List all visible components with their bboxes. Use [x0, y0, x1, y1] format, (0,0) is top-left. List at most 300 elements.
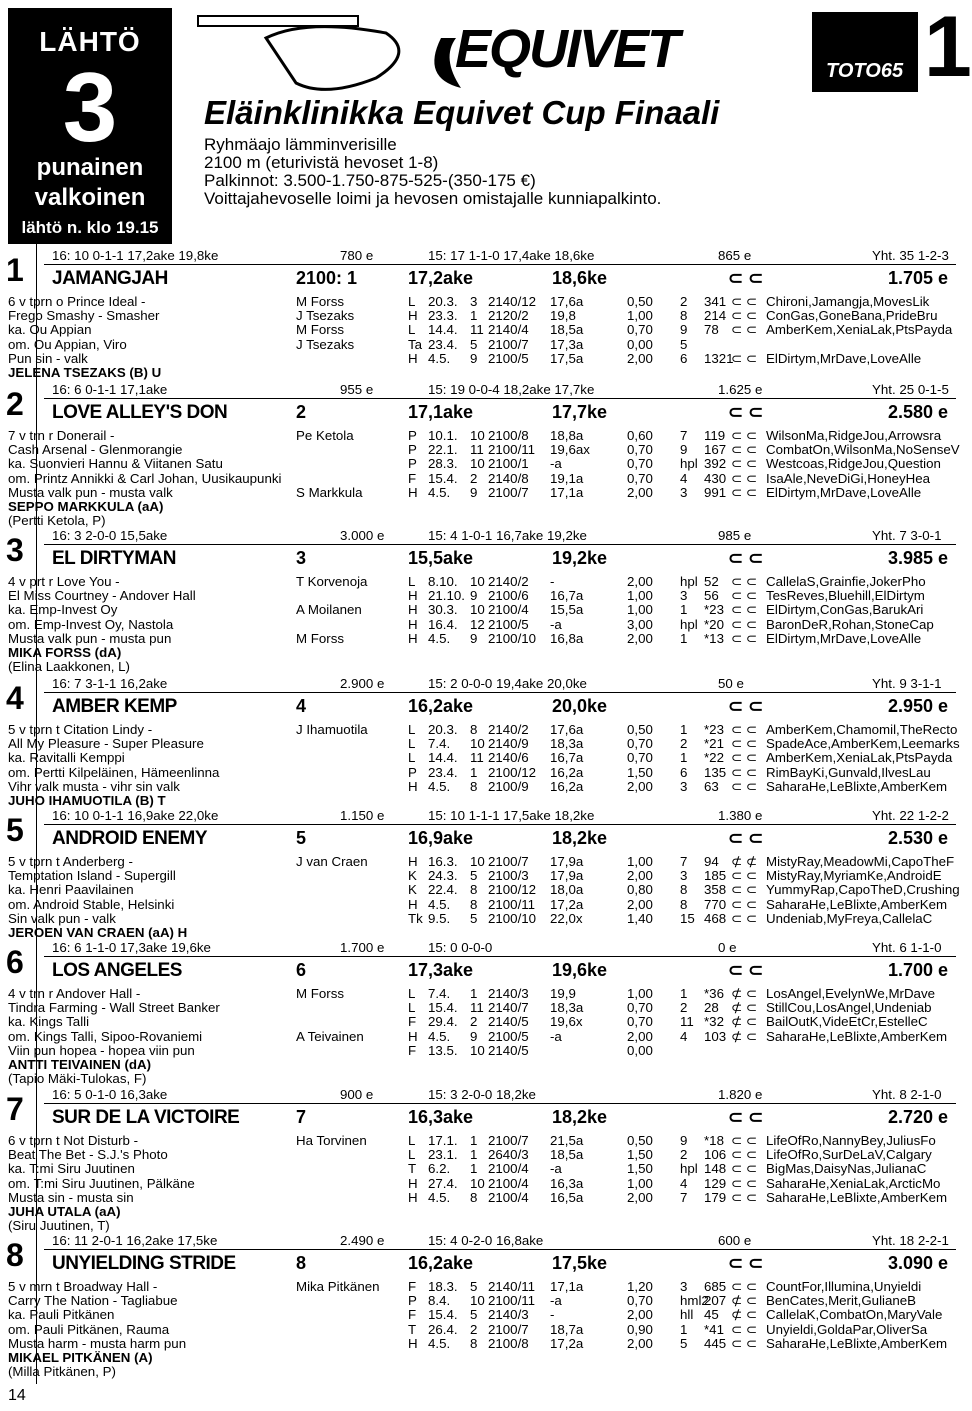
start-cell: 207	[704, 1293, 727, 1309]
earnings-2016: 2.490 e	[340, 1233, 385, 1248]
total-record: Yht. 18 2-2-1	[872, 1233, 949, 1248]
start-cell: 11	[470, 1000, 484, 1016]
start-cell: 2640/3	[488, 1147, 529, 1163]
start-cell: 2140/5	[488, 1014, 529, 1030]
driver-name: J Tsezaks	[296, 336, 355, 352]
start-cell: -a	[550, 1293, 562, 1309]
distance-track: 7	[296, 1107, 307, 1127]
earnings-2015: 50 e	[718, 676, 744, 691]
horse-info-line: om. Kings Talli, Sipoo-Rovaniemi	[8, 1028, 203, 1044]
start-cell: 0,50	[627, 294, 653, 309]
start-cell: F	[408, 1042, 417, 1058]
start-cell: 1,00	[627, 1175, 653, 1191]
start-cell: 2100/5	[488, 350, 529, 366]
start-cell: ⊂ ⊂	[731, 442, 757, 458]
start-number: 7	[6, 1091, 24, 1127]
earnings-2015: 1.380 e	[718, 808, 763, 823]
start-cell: StillCou,LosAngel,Undeniab	[766, 1000, 932, 1016]
stats-2015: 15: 4 0-2-0 16,8ake	[428, 1233, 544, 1248]
start-cell: 29.4.	[428, 1014, 458, 1030]
start-cell: 7	[680, 854, 688, 869]
start-cell: 2100/9	[488, 778, 529, 794]
start-cell: MistyRay,MyriamKe,AndroidE	[766, 868, 942, 884]
start-cell: ⊂ ⊂	[731, 1133, 757, 1148]
start-cell: SaharaHe,XeniaLak,ArcticMo	[766, 1175, 941, 1191]
driver-name: Mika Pitkänen	[296, 1279, 380, 1294]
start-cell: 18,5a	[550, 1147, 584, 1163]
start-cell: 3	[680, 1279, 688, 1294]
driver-name: Pe Ketola	[296, 428, 354, 443]
start-cell: ⊄ ⊂	[731, 1293, 757, 1309]
start-cell: 63	[704, 778, 719, 794]
start-cell: Westcoas,RidgeJou,Question	[766, 456, 941, 472]
start-cell: F	[408, 1307, 417, 1323]
shoe-icon: ⊂ ⊂	[728, 548, 764, 568]
start-cell: 8.4.	[428, 1293, 451, 1309]
start-cell: ⊂ ⊂	[731, 470, 757, 486]
start-cell: H	[408, 854, 418, 869]
start-cell: 2	[470, 470, 478, 486]
record-auto: 17,1ake	[408, 402, 474, 422]
stats-2015: 15: 2 0-0-0 19,4ake 20,0ke	[428, 676, 587, 691]
start-cell: 8	[470, 1189, 478, 1205]
record-volt: 17,5ke	[552, 1253, 608, 1273]
start-cell: 4	[680, 1175, 688, 1191]
divider	[44, 1103, 956, 1104]
earnings-2015: 1.625 e	[718, 382, 763, 397]
start-cell: 1,40	[627, 910, 653, 926]
start-cell: ⊂ ⊂	[731, 1147, 757, 1163]
total-record: Yht. 8 2-1-0	[872, 1087, 942, 1102]
start-cell: 685	[704, 1279, 727, 1294]
start-cell: 3	[680, 868, 688, 884]
start-cell: H	[408, 308, 418, 324]
start-number: 6	[6, 944, 24, 980]
start-cell: 1,00	[627, 986, 653, 1001]
start-cell: -	[550, 1307, 555, 1323]
start-cell: RimBayKi,Gunvald,IlvesLau	[766, 764, 931, 780]
start-cell: 18,3a	[550, 736, 584, 752]
start-cell: 10	[470, 456, 485, 472]
start-cell: 214	[704, 308, 727, 324]
start-cell: 3	[470, 294, 478, 309]
total-record: Yht. 6 1-1-0	[872, 940, 942, 955]
start-cell: 8	[680, 882, 688, 898]
start-cell: 2100/12	[488, 764, 537, 780]
start-cell: 19,9	[550, 986, 576, 1001]
start-cell: WilsonMa,RidgeJou,Arrowsra	[766, 428, 942, 443]
record-volt: 17,7ke	[552, 402, 608, 422]
start-cell: 8	[470, 1335, 478, 1351]
start-cell: H	[408, 1189, 418, 1205]
start-cell: TesReves,Bluehill,ElDirtym	[766, 588, 925, 604]
start-cell: 358	[704, 882, 727, 898]
start-number: 2	[6, 386, 24, 422]
record-auto: 16,9ake	[408, 828, 474, 848]
start-cell: ⊂ ⊂	[731, 750, 757, 766]
start-cell: 2140/2	[488, 574, 529, 589]
start-cell: H	[408, 1028, 418, 1044]
horse-info-line: om. T:mi Siru Juutinen, Pälkäne	[8, 1175, 195, 1191]
record-auto: 15,5ake	[408, 548, 474, 568]
start-cell: ⊂ ⊂	[731, 736, 757, 752]
start-cell: 2100/12	[488, 882, 537, 898]
start-cell: 2,00	[627, 1028, 653, 1044]
start-cell: AmberKem,XeniaLak,PtsPayda	[766, 750, 953, 766]
start-cell: 7.4.	[428, 736, 451, 752]
start-number: 1	[6, 252, 24, 288]
start-cell: 4.5.	[428, 350, 451, 366]
start-cell: L	[408, 1147, 416, 1163]
horse-info-line: 4 v prt r Love You -	[8, 574, 120, 589]
start-cell: 9	[470, 630, 478, 646]
horse-info-line: om. Printz Annikki & Carl Johan, Uusikaupunki	[8, 470, 282, 486]
start-cell: 1	[470, 1133, 478, 1148]
record-volt: 18,6ke	[552, 268, 608, 288]
start-cell: 0,70	[627, 750, 653, 766]
total-earnings: 3.985 e	[888, 548, 949, 568]
start-cell: 1,00	[627, 588, 653, 604]
start-cell: 9.5.	[428, 910, 451, 926]
horse-info-line: ka. Kings Talli	[8, 1014, 90, 1030]
earnings-2016: 955 e	[340, 382, 374, 397]
start-cell: 23.3.	[428, 308, 458, 324]
start-cell: SaharaHe,LeBlixte,AmberKem	[766, 896, 948, 912]
race-number: 3	[62, 52, 118, 162]
earnings-2016: 900 e	[340, 1087, 374, 1102]
start-cell: 2100/7	[488, 1133, 529, 1148]
start-cell: hpl	[680, 574, 698, 589]
horse-info-line: Vihr valk musta - vihr sin valk	[8, 778, 180, 794]
start-cell: 2100/10	[488, 910, 537, 926]
start-cell: 1	[680, 722, 688, 737]
start-cell: 10	[470, 602, 485, 618]
start-cell: L	[408, 736, 416, 752]
start-cell: 23.4.	[428, 336, 458, 352]
start-cell: ⊂ ⊂	[731, 574, 757, 589]
start-cell: 2	[680, 736, 688, 752]
start-cell: 0,70	[627, 1014, 653, 1030]
start-cell: *32	[704, 1014, 724, 1030]
driver-name: M Forss	[296, 630, 345, 646]
horse-info-line: Musta harm - musta harm pun	[8, 1335, 187, 1351]
stats-2015: 15: 3 2-0-0 18,2ke	[428, 1087, 536, 1102]
start-cell: 18,7a	[550, 1321, 584, 1337]
start-cell: 21.10.	[428, 588, 465, 604]
start-cell: 23.1.	[428, 1147, 458, 1163]
start-cell: 17,2a	[550, 1335, 584, 1351]
start-cell: 1,00	[627, 308, 653, 324]
start-cell: hpl	[680, 456, 698, 472]
start-cell: 9	[470, 588, 478, 604]
driver-name: M Forss	[296, 294, 345, 309]
start-cell: 2100/11	[488, 442, 536, 458]
start-cell: -a	[550, 456, 562, 472]
start-cell: ⊂ ⊂	[731, 778, 757, 794]
start-cell: 179	[704, 1189, 727, 1205]
start-cell: 2100/4	[488, 1189, 529, 1205]
start-cell: H	[408, 1335, 418, 1351]
horse-info-line: (Milla Pitkänen, P)	[8, 1364, 116, 1380]
start-cell: Unyieldi,GoldaPar,OliverSa	[766, 1321, 928, 1337]
start-cell: H	[408, 350, 418, 366]
start-cell: 30.3.	[428, 602, 458, 618]
start-cell: 2,00	[627, 1307, 653, 1323]
start-cell: 22.1.	[428, 442, 458, 458]
horse-info-line: om. Emp-Invest Oy, Nastola	[8, 616, 174, 632]
start-cell: 19,6x	[550, 1014, 583, 1030]
start-cell: ⊄ ⊂	[731, 1307, 757, 1323]
start-cell: BailOutK,VideEtCr,EstelleC	[766, 1014, 928, 1030]
earnings-2015: 0 e	[718, 940, 737, 955]
page-race-number: 1	[924, 0, 972, 95]
shoe-icon: ⊂ ⊂	[728, 1107, 764, 1127]
distance-track: 6	[296, 960, 307, 980]
start-number: 3	[6, 532, 24, 568]
horse-info-line: JELENA TSEZAKS (B) U	[8, 365, 162, 380]
start-cell: IsaAle,NeveDiGi,HoneyHea	[766, 470, 931, 486]
start-cell: 7	[680, 428, 688, 443]
start-cell: ConGas,GoneBana,PrideBru	[766, 308, 938, 324]
start-cell: 4.5.	[428, 778, 451, 794]
horse-info-line: Temptation Island - Supergill	[8, 868, 176, 884]
start-cell: ⊂ ⊂	[731, 588, 757, 604]
start-cell: 4.5.	[428, 1335, 451, 1351]
race-info-line: Ryhmäajo lämminverisille	[204, 135, 397, 154]
start-cell: Tk	[408, 910, 423, 926]
horse-info-line: Frego Smashy - Smasher	[8, 308, 160, 324]
start-cell: K	[408, 868, 417, 884]
start-cell: 2100/4	[488, 1161, 529, 1177]
horse-info-line: Sin valk pun - valk	[8, 910, 116, 926]
start-cell: 9	[680, 442, 688, 458]
horse-info-line: (Siru Juutinen, T)	[8, 1218, 110, 1234]
start-cell: 1	[680, 1321, 688, 1337]
start-cell: *23	[704, 602, 724, 618]
start-cell: ⊄ ⊂	[731, 986, 757, 1001]
start-cell: 0,60	[627, 428, 653, 443]
start-cell: 5	[470, 910, 478, 926]
start-cell: 2100/8	[488, 428, 529, 443]
start-cell: ⊂ ⊂	[731, 294, 757, 309]
start-cell: 7	[680, 1189, 688, 1205]
earnings-2016: 1.150 e	[340, 808, 385, 823]
start-cell: 12	[470, 616, 485, 632]
start-cell: 2,00	[627, 778, 653, 794]
start-cell: hpl	[680, 616, 698, 632]
start-cell: 2140/7	[488, 1000, 529, 1016]
start-cell: 2140/9	[488, 736, 529, 752]
start-cell: T	[408, 1321, 417, 1337]
start-cell: 167	[704, 442, 727, 458]
race-info-line: 2100 m (eturivistä hevoset 1-8)	[204, 153, 439, 172]
driver-name: J van Craen	[296, 854, 368, 869]
start-cell: 770	[704, 896, 727, 912]
start-cell: 10	[470, 574, 485, 589]
start-cell: AmberKem,Chamomil,TheRecto	[766, 722, 958, 737]
horse-info-line: 5 v tprn t Citation Lindy -	[8, 722, 153, 737]
divider	[44, 398, 956, 399]
start-cell: 3	[680, 778, 688, 794]
start-cell: BigMas,DaisyNas,JulianaC	[766, 1161, 927, 1177]
race-info-line: Voittajahevoselle loimi ja hevosen omistajalle kunniapalkinto.	[204, 189, 662, 208]
start-cell: 78	[704, 322, 719, 338]
start-cell: ⊄ ⊄	[731, 854, 757, 869]
start-cell: -	[550, 574, 555, 589]
start-cell: 56	[704, 588, 719, 604]
start-cell: 5	[680, 336, 688, 352]
start-cell: 18.3.	[428, 1279, 458, 1294]
start-cell: 1,50	[627, 1147, 653, 1163]
start-cell: 0,70	[627, 1000, 653, 1016]
start-cell: 18,3a	[550, 1000, 584, 1016]
start-cell: 0,70	[627, 470, 653, 486]
horse-info-line: ka. Emp-Invest Oy	[8, 602, 118, 618]
horse-info-line: ka. Ravitalli Kemppi	[8, 750, 125, 766]
start-cell: SpadeAce,AmberKem,Leemarks	[766, 736, 960, 752]
start-cell: 4.5.	[428, 484, 451, 500]
start-cell: 17,2a	[550, 896, 584, 912]
start-cell: 19,8	[550, 308, 576, 324]
start-cell: *13	[704, 630, 724, 646]
start-cell: 2140/6	[488, 750, 529, 766]
start-cell: 16.3.	[428, 854, 458, 869]
start-cell: 2140/12	[488, 294, 537, 309]
start-cell: 2100/5	[488, 616, 529, 632]
start-cell: ElDirtym,ConGas,BarukAri	[766, 602, 924, 618]
start-cell: Chironi,Jamangja,MovesLik	[766, 294, 930, 309]
start-number: 8	[6, 1237, 24, 1273]
start-cell: 2100/7	[488, 1321, 529, 1337]
start-cell: 1	[470, 986, 478, 1001]
start-cell: 4.5.	[428, 896, 451, 912]
total-record: Yht. 25 0-1-5	[872, 382, 949, 397]
start-cell: P	[408, 428, 417, 443]
start-cell: 14.4.	[428, 750, 458, 766]
start-cell: 5	[470, 1307, 478, 1323]
driver-name: J Ihamuotila	[296, 722, 368, 737]
start-cell: 18,0a	[550, 882, 584, 898]
record-auto: 16,2ake	[408, 696, 474, 716]
start-cell: 106	[704, 1147, 727, 1163]
start-row	[0, 1190, 960, 1206]
start-cell: 4	[680, 470, 688, 486]
start-cell: 0,70	[627, 322, 653, 338]
start-cell: hpl	[680, 1161, 698, 1177]
start-cell: BaronDeR,Rohan,StoneCap	[766, 616, 934, 632]
start-cell: 9	[680, 1133, 688, 1148]
start-cell: L	[408, 750, 416, 766]
start-cell: 2	[470, 1321, 478, 1337]
earnings-2015: 600 e	[718, 1233, 752, 1248]
start-cell: 430	[704, 470, 727, 486]
start-cell: 445	[704, 1335, 727, 1351]
start-cell: 1	[680, 750, 688, 766]
start-cell: 4.5.	[428, 1028, 451, 1044]
start-cell: 2100/3	[488, 868, 529, 884]
start-cell: 2,00	[627, 350, 653, 366]
start-cell: 1,00	[627, 602, 653, 618]
horse-info-line: (Elina Laakkonen, L)	[8, 659, 130, 675]
start-cell: 2100/7	[488, 336, 529, 352]
color-1: punainen	[36, 154, 144, 181]
stats-2016: 16: 7 3-1-1 16,2ake	[52, 676, 168, 691]
start-cell: F	[408, 1014, 417, 1030]
horse-info-line: 7 v trn r Donerail -	[8, 428, 115, 443]
start-row	[0, 351, 960, 367]
start-cell: 0,50	[627, 1133, 653, 1148]
earnings-2016: 2.900 e	[340, 676, 385, 691]
start-cell: *21	[704, 736, 724, 752]
start-cell: 9	[470, 484, 478, 500]
total-earnings: 2.950 e	[888, 696, 949, 716]
start-cell: 6	[680, 350, 688, 366]
horse-info-line: 5 v tprn t Anderberg -	[8, 854, 133, 869]
start-cell: 2100/5	[488, 1028, 529, 1044]
horse-info-line: ka. Suonvieri Hannu & Viitanen Satu	[8, 456, 223, 472]
start-number: 4	[6, 680, 24, 716]
start-cell: P	[408, 442, 417, 458]
lahto-label: LÄHTÖ	[39, 26, 141, 57]
start-cell: 3	[680, 484, 688, 500]
horse-info-line: om. Ou Appian, Viro	[8, 336, 127, 352]
start-cell: 8.10.	[428, 574, 458, 589]
toto65-logo	[812, 12, 918, 92]
start-cell: L	[408, 574, 416, 589]
start-cell: 341	[704, 294, 727, 309]
start-cell: 392	[704, 456, 727, 472]
record-volt: 18,2ke	[552, 1107, 608, 1127]
start-row	[0, 485, 960, 501]
start-cell: H	[408, 630, 418, 646]
divider	[44, 264, 956, 265]
horse-info-line: JUHO IHAMUOTILA (B) T	[8, 793, 166, 808]
horse-info-line: 6 v tprn o Prince Ideal -	[8, 294, 146, 309]
start-cell: 17,6a	[550, 722, 584, 737]
horse-info-line: om. Pauli Pitkänen, Rauma	[8, 1321, 170, 1337]
start-cell: 11	[470, 442, 484, 458]
start-cell: 103	[704, 1028, 727, 1044]
start-row	[0, 911, 960, 927]
start-cell: 18,5a	[550, 322, 584, 338]
stats-2015: 15: 19 0-0-4 18,2ake 17,7ke	[428, 382, 595, 397]
start-cell: 15.4.	[428, 470, 458, 486]
start-cell: 2140/5	[488, 1042, 529, 1058]
horse-info-line: Viin pun hopea - hopea viin pun	[8, 1042, 195, 1058]
start-cell: 15	[680, 910, 695, 926]
start-cell: ⊂ ⊂	[731, 896, 757, 912]
start-cell: H	[408, 1175, 418, 1191]
distance-track: 2	[296, 402, 307, 422]
horse-info-line: om. Pertti Kilpeläinen, Hämeenlinna	[8, 764, 220, 780]
start-cell: 24.3.	[428, 868, 458, 884]
start-cell: 1	[680, 986, 688, 1001]
start-cell: 2100/4	[488, 1175, 529, 1191]
start-cell: 2100/7	[488, 854, 529, 869]
distance-track: 3	[296, 548, 307, 568]
distance-track: 2100: 1	[296, 268, 358, 288]
earnings-2015: 985 e	[718, 528, 752, 543]
start-cell: 16,8a	[550, 630, 584, 646]
start-cell: 17,9a	[550, 868, 584, 884]
horse-name: LOS ANGELES	[52, 960, 182, 981]
start-cell: 4	[680, 1028, 688, 1044]
horse-name: SUR DE LA VICTOIRE	[52, 1107, 240, 1128]
horse-info-line: JEROEN VAN CRAEN (aA) H	[8, 925, 188, 940]
horse-info-line: om. Android Stable, Helsinki	[8, 896, 175, 912]
horse-name: AMBER KEMP	[52, 696, 177, 717]
start-cell: 20.3.	[428, 294, 458, 309]
